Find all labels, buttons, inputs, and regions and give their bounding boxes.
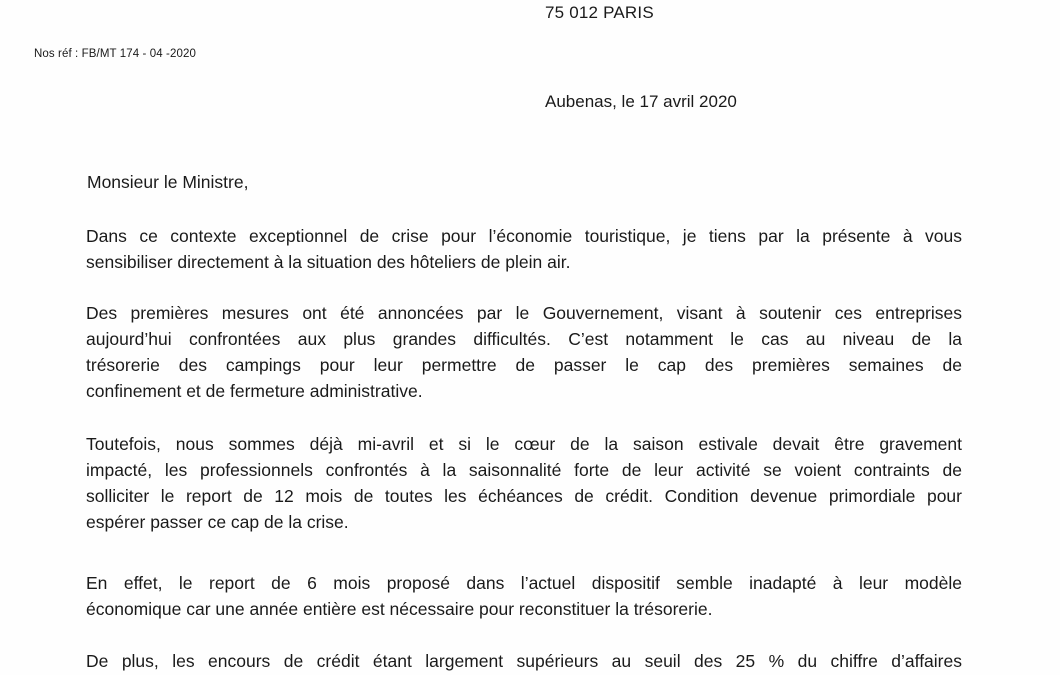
paragraph-line: trésorerie des campings pour leur permettre de passer le cap des premières semaines de xyxy=(86,355,962,375)
salutation: Monsieur le Ministre, xyxy=(87,172,249,192)
paragraph-line: confinement et de fermeture administrative. xyxy=(86,381,423,401)
paragraph-line: De plus, les encours de crédit étant largement supérieurs au seuil des 25 % du chiffre d’affaires xyxy=(86,651,962,671)
paragraph-3 xyxy=(86,431,962,535)
reference-number: Nos réf : FB/MT 174 - 04 -2020 xyxy=(34,48,196,60)
paragraph-line: Des premières mesures ont été annoncées par le Gouvernement, visant à soutenir ces entreprises xyxy=(86,303,962,323)
letter-date: Aubenas, le 17 avril 2020 xyxy=(545,92,737,111)
paragraph-5 xyxy=(86,648,962,674)
paragraph-line: solliciter le report de 12 mois de toutes les échéances de crédit. Condition devenue primordiale pour xyxy=(86,486,962,506)
paragraph-4 xyxy=(86,570,962,622)
paragraph-2 xyxy=(86,300,962,404)
paragraph-line: impacté, les professionnels confrontés à la saisonnalité forte de leur activité se voient contraints de xyxy=(86,460,962,480)
paragraph-line: espérer passer ce cap de la crise. xyxy=(86,512,349,532)
paragraph-line: sensibiliser directement à la situation des hôteliers de plein air. xyxy=(86,252,571,272)
paragraph-line: aujourd’hui confrontées aux plus grandes difficultés. C’est notamment le cas au niveau de la xyxy=(86,329,962,349)
paragraph-1 xyxy=(86,223,962,275)
paragraph-line: Dans ce contexte exceptionnel de crise pour l’économie touristique, je tiens par la présente à vous xyxy=(86,226,962,246)
paragraph-line: économique car une année entière est nécessaire pour reconstituer la trésorerie. xyxy=(86,599,713,619)
paragraph-line: En effet, le report de 6 mois proposé dans l’actuel dispositif semble inadapté à leur modèle xyxy=(86,573,962,593)
recipient-address-city: 75 012 PARIS xyxy=(545,3,654,22)
paragraph-line: Toutefois, nous sommes déjà mi-avril et si le cœur de la saison estivale devait être gravement xyxy=(86,434,962,454)
